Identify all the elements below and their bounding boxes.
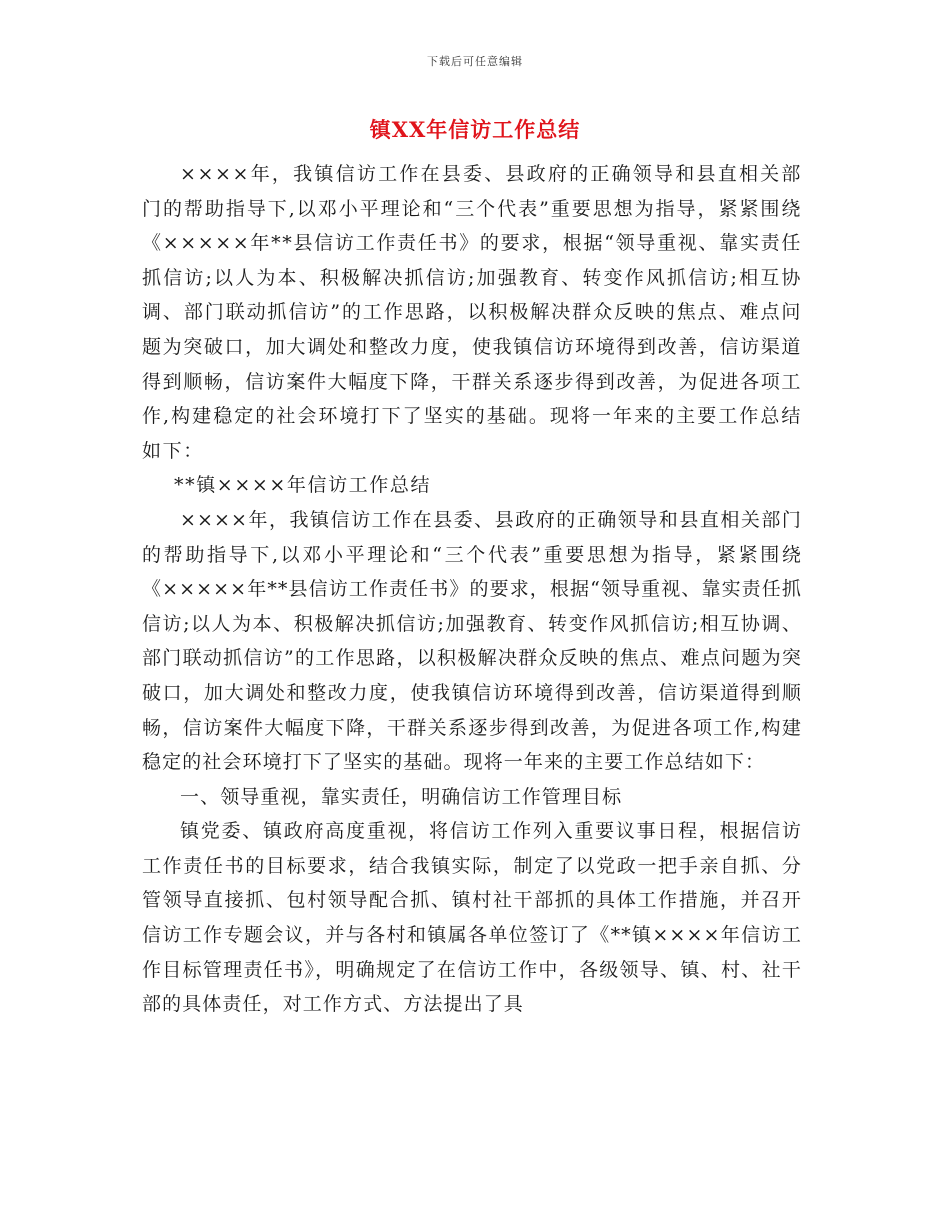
paragraph-section-1: 镇党委、镇政府高度重视，将信访工作列入重要议事日程，根据信访工作责任书的目标要求，结合我镇实际，制定了以党政一把手亲自抓、分管领导直接抓、包村领导配合抓、镇村社干部抓的具体工作措施，并召开信访工作专题会议，并与各村和镇属各单位签订了《**镇××××年信访工作目标管理责任书》，明确规定了在信访工作中，各级领导、镇、村、社干部的具体责任，对工作方式、方法提出了具 — [142, 820, 802, 1016]
document-body — [142, 157, 802, 1022]
paragraph-subtitle: **镇××××年信访工作总结 — [174, 474, 432, 497]
paragraph-intro: ××××年，我镇信访工作在县委、县政府的正确领导和县直相关部门的帮助指导下,以邓小平理论和“三个代表”重要思想为指导，紧紧围绕《×××××年**县信访工作责任书》的要求，根据“领导重视、靠实责任抓信访;以人为本、积极解决抓信访;加强教育、转变作风抓信访;相互协调、部门联动抓信访”的工作思路，以积极解决群众反映的焦点、难点问题为突破口，加大调处和整改力度，使我镇信访环境得到改善，信访渠道得到顺畅，信访案件大幅度下降，干群关系逐步得到改善，为促进各项工作,构建稳定的社会环境打下了坚实的基础。现将一年来的主要工作总结如下： — [142, 163, 802, 462]
page-header-note: 下载后可任意编辑 — [427, 55, 523, 68]
section-heading-1: 一、领导重视，靠实责任，明确信访工作管理目标 — [180, 785, 623, 808]
paragraph-intro-repeat: ××××年，我镇信访工作在县委、县政府的正确领导和县直相关部门的帮助指导下,以邓小平理论和“三个代表”重要思想为指导，紧紧围绕《×××××年**县信访工作责任书》的要求，根据“领导重视、靠实责任抓信访;以人为本、积极解决抓信访;加强教育、转变作风抓信访;相互协调、部门联动抓信访”的工作思路，以积极解决群众反映的焦点、难点问题为突破口，加大调处和整改力度，使我镇信访环境得到改善，信访渠道得到顺畅，信访案件大幅度下降，干群关系逐步得到改善，为促进各项工作,构建稳定的社会环境打下了坚实的基础。现将一年来的主要工作总结如下： — [142, 508, 802, 774]
document-title: 镇XX年信访工作总结 — [369, 117, 581, 142]
